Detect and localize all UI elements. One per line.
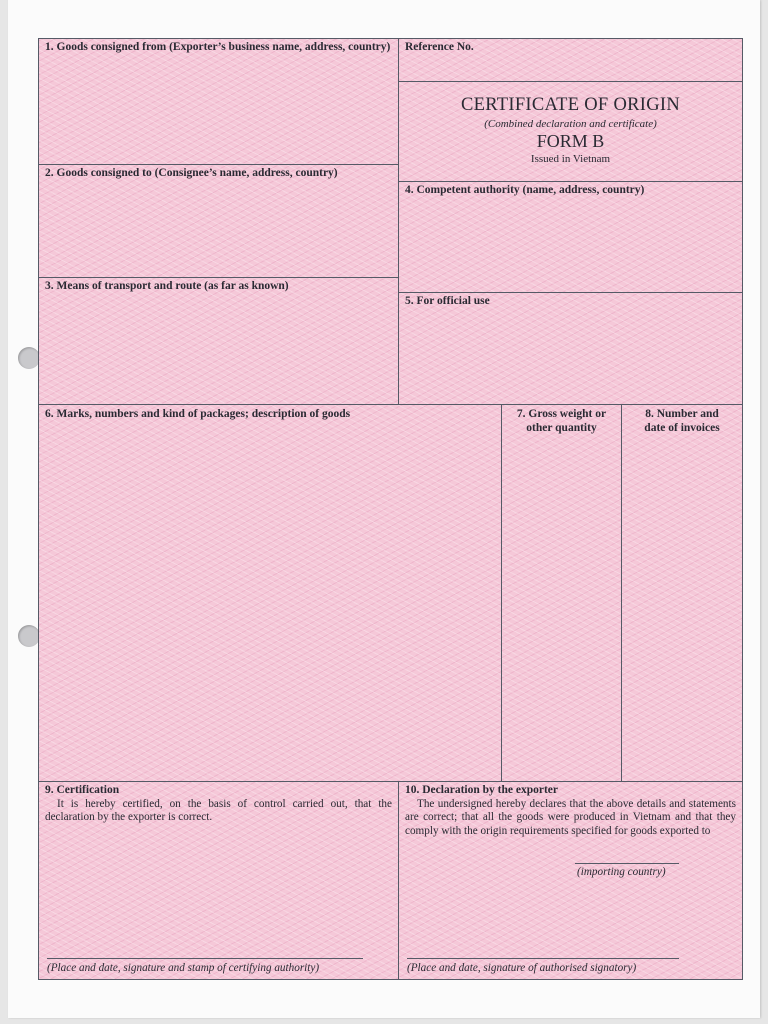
box-10-exporter-declaration[interactable] — [399, 782, 742, 979]
importing-country-caption: (importing country) — [577, 866, 666, 878]
box-10-text: The undersigned hereby declares that the above details and statements are correct; that all the goods were produced in Vietnam and that they comply with the origin requirements specified for goods exported to — [405, 797, 736, 838]
box-10-signature-caption: (Place and date, signature of authorised signatory) — [407, 962, 637, 974]
box-4-label: 4. Competent authority (name, address, country) — [405, 184, 645, 196]
certificate-form — [38, 38, 743, 980]
box-3-label: 3. Means of transport and route (as far as known) — [45, 280, 289, 292]
punch-hole-top — [18, 347, 40, 369]
box-5-official-use[interactable] — [399, 293, 742, 405]
box-2-consignee[interactable] — [39, 165, 399, 278]
box-5-label: 5. For official use — [405, 295, 490, 307]
issued-in: Issued in Vietnam — [530, 153, 611, 165]
certificate-title-block — [399, 39, 742, 181]
box-8-invoices[interactable] — [622, 405, 742, 782]
box-6-goods-description[interactable] — [39, 405, 502, 782]
box-7-gross-weight[interactable] — [502, 405, 622, 782]
box-10-label: 10. Declaration by the exporter — [405, 784, 558, 796]
box-9-label: 9. Certification — [45, 784, 120, 796]
box-7-label: 7. Gross weight or other quantity — [516, 408, 607, 434]
box-9-certification[interactable] — [39, 782, 399, 979]
box-1-label: 1. Goods consigned from (Exporter’s business name, address, country) — [45, 41, 391, 53]
box-9-text: It is hereby certified, on the basis of control carried out, that the declaration by the exporter is correct. — [45, 797, 392, 824]
paper-sheet — [8, 0, 760, 1018]
box-4-competent-authority[interactable] — [399, 181, 742, 293]
importing-country-line — [575, 863, 679, 864]
box-3-transport-route[interactable] — [39, 278, 399, 405]
box-8-label: 8. Number and date of invoices — [644, 408, 720, 434]
box-10-signature-line — [407, 958, 679, 959]
box-9-signature-line — [47, 958, 363, 959]
box-6-label: 6. Marks, numbers and kind of packages; description of goods — [45, 408, 351, 420]
form-name: FORM B — [536, 131, 605, 151]
punch-hole-bottom — [18, 625, 40, 647]
box-1-exporter[interactable] — [39, 39, 399, 165]
certificate-title: CERTIFICATE OF ORIGIN — [461, 95, 680, 115]
box-2-label: 2. Goods consigned to (Consignee’s name, address, country) — [45, 167, 338, 179]
certificate-subtitle: (Combined declaration and certificate) — [484, 118, 657, 130]
reference-number-label: Reference No. — [405, 41, 474, 53]
box-9-signature-caption: (Place and date, signature and stamp of certifying authority) — [47, 962, 320, 974]
